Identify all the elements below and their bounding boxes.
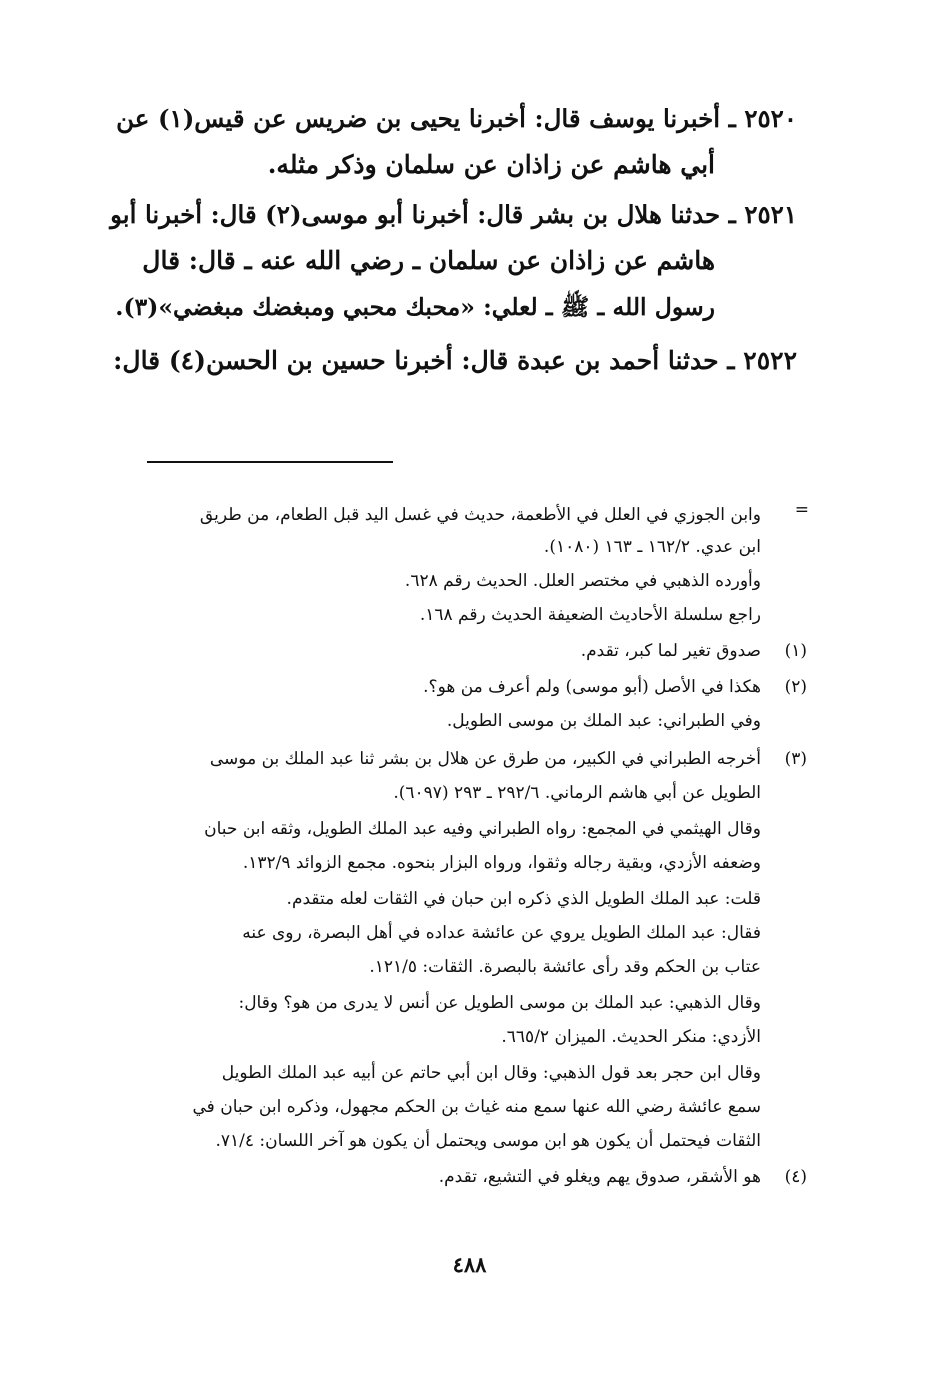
footnote-line: وقال الذهبي: عبد الملك بن موسى الطويل عن أنس لا يدرى من هو؟ وقال: xyxy=(238,993,761,1013)
footnote-line: الأزدي: منكر الحديث. الميزان ٦٦٥/٢. xyxy=(501,1027,761,1047)
footnote-line: الطويل عن أبي هاشم الرماني. ٢٩٢/٦ ـ ٢٩٣ (٦٠٩٧). xyxy=(393,783,761,803)
footnote-line: وأورده الذهبي في مختصر العلل. الحديث رقم ٦٢٨. xyxy=(404,571,761,591)
hadith-line: هاشم عن زاذان عن سلمان ـ رضي الله عنه ـ قال: قال xyxy=(142,246,715,275)
hadith-line: رسول الله ـ ﷺ ـ لعلي: «محبك محبي ومبغضك مبغضي»(٣). xyxy=(115,293,715,321)
footnote-number: (١) xyxy=(784,641,807,661)
footnote-line: الثقات فيحتمل أن يكون هو ابن موسى ويحتمل أن يكون هو آخر اللسان: ٧١/٤. xyxy=(215,1131,761,1151)
hadith-line: ٢٥٢١ ـ حدثنا هلال بن بشر قال: أخبرنا أبو موسى(٢) قال: أخبرنا أبو xyxy=(110,200,797,229)
footnote-number: (٤) xyxy=(784,1167,807,1187)
footnote-number: (٢) xyxy=(784,677,807,697)
footnote-line: وابن الجوزي في العلل في الأطعمة، حديث في غسل اليد قبل الطعام، من طريق xyxy=(199,505,761,525)
footnote-line: وضعفه الأزدي، وبقية رجاله وثقوا، ورواه البزار بنحوه. مجمع الزوائد ١٣٢/٩. xyxy=(242,853,761,873)
footnote-line: وقال ابن حجر بعد قول الذهبي: وقال ابن أبي حاتم عن أبيه عبد الملك الطويل xyxy=(221,1063,761,1083)
footnote-line: عتاب بن الحكم وقد رأى عائشة بالبصرة. الثقات: ١٢١/٥. xyxy=(369,957,761,977)
footnote-line: سمع عائشة رضي الله عنها سمع منه غياث بن الحكم مجهول، وذكره ابن حبان في xyxy=(192,1097,761,1117)
hadith-2520 xyxy=(107,96,797,188)
hadith-2522 xyxy=(107,338,797,384)
footnote-line: قلت: عبد الملك الطويل الذي ذكره ابن حبان في الثقات لعله متقدم. xyxy=(286,889,761,909)
footnote-line: راجع سلسلة الأحاديث الضعيفة الحديث رقم ١٦٨. xyxy=(419,605,761,625)
footnote-1: (١)صدوق تغير لما كبر، تقدم. xyxy=(107,636,807,666)
page-number: ٤٨٨ xyxy=(452,1252,487,1277)
footnote-number: (٣) xyxy=(784,749,807,769)
hadith-line: أبي هاشم عن زاذان عن سلمان وذكر مثله. xyxy=(267,150,715,179)
footnote-line: ابن عدي. ١٦٢/٢ ـ ١٦٣ (١٠٨٠). xyxy=(543,537,761,557)
footnote-2: (٢)هكذا في الأصل (أبو موسى) ولم أعرف من هو؟. xyxy=(107,672,807,702)
footnote-4: (٤)هو الأشقر، صدوق يهم ويغلو في التشيع، تقدم. xyxy=(107,1162,807,1192)
footnote-line: فقال: عبد الملك الطويل يروي عن عائشة عداده في أهل البصرة، روى عنه xyxy=(242,923,761,943)
hadith-line: ٢٥٢٢ ـ حدثنا أحمد بن عبدة قال: أخبرنا حسين بن الحسن(٤) قال: xyxy=(113,346,797,375)
footnote-line: وفي الطبراني: عبد الملك بن موسى الطويل. xyxy=(446,711,761,731)
footnote-3: (٣)أخرجه الطبراني في الكبير، من طرق عن هلال بن بشر ثنا عبد الملك بن موسى xyxy=(107,744,807,774)
footnote-separator xyxy=(147,461,393,463)
hadith-2521 xyxy=(107,192,797,330)
footnote-line: وقال الهيثمي في المجمع: رواه الطبراني وفيه عبد الملك الطويل، وثقه ابن حبان xyxy=(204,819,761,839)
footnote-continuation-mark: = xyxy=(794,500,809,520)
hadith-line: ٢٥٢٠ ـ أخبرنا يوسف قال: أخبرنا يحيى بن ضريس عن قيس(١) عن xyxy=(116,104,797,133)
